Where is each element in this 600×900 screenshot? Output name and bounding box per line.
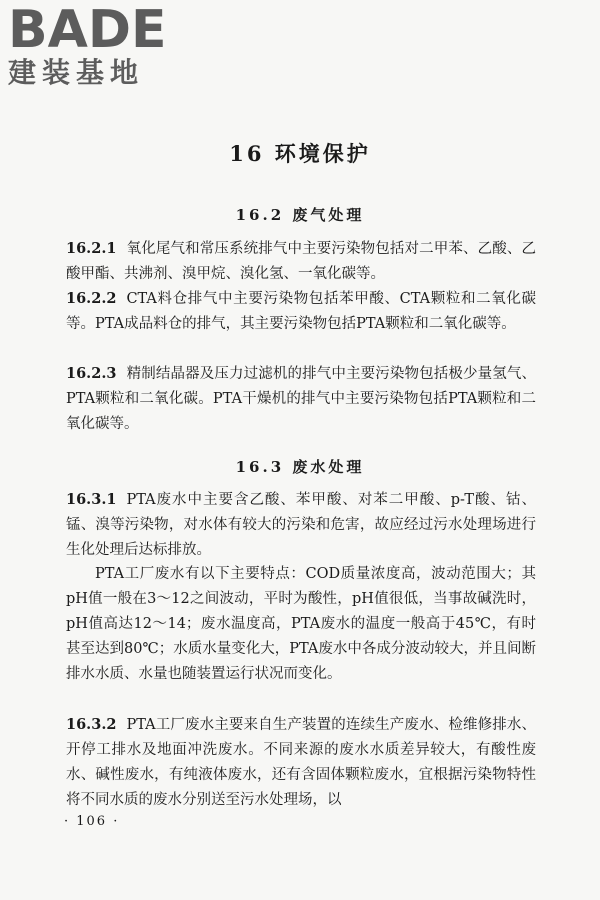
clause-text: 精制结晶器及压力过滤机的排气中主要污染物包括极少量氢气、PTA颗粒和二氧化碳。PTA干燥机的排气中主要污染物包括PTA颗粒和二氧化碳等。 — [66, 366, 536, 432]
paragraph-text: PTA工厂废水有以下主要特点：COD质量浓度高，波动范围大；其pH值一般在3～12之间波动，平时为酸性，pH值很低，当事故碱洗时，pH值高达12～14；废水温度高，PTA废水的温度一般高于45℃，有时甚至达到80℃；水质水量变化大，PTA废水中各成分波动较大，并且间断排水水质、水量也随装置运行状况而变化。 — [66, 566, 536, 682]
clause-number: 16.2.1 — [66, 240, 117, 257]
clause-16-2-2 — [66, 286, 536, 337]
logo-subtitle: 建装基地 — [8, 56, 145, 89]
clause-number: 16.2.3 — [66, 365, 117, 382]
paragraph-wastewater-features — [66, 562, 536, 687]
clause-number: 16.3.1 — [66, 491, 117, 508]
clause-16-3-2 — [66, 712, 536, 813]
section-title-16-3: 16.3 废水处理 — [235, 458, 365, 476]
clause-16-2-3 — [66, 361, 536, 437]
clause-text: CTA料仓排气中主要污染物包括苯甲酸、CTA颗粒和二氧化碳等。PTA成品料仓的排气，其主要污染物包括PTA颗粒和二氧化碳等。 — [66, 291, 536, 332]
bade-logo — [8, 0, 178, 90]
clause-text: PTA废水中主要含乙酸、苯甲酸、对苯二甲酸、p-T酸、钴、锰、溴等污染物，对水体有较大的污染和危害，故应经过污水处理场进行生化处理后达标排放。 — [66, 492, 536, 558]
clause-number: 16.2.2 — [66, 290, 117, 307]
chapter-title: 16 环境保护 — [229, 141, 371, 166]
clause-16-2-1 — [66, 236, 536, 287]
page-number: · 106 · — [64, 814, 120, 829]
clause-text: 氧化尾气和常压系统排气中主要污染物包括对二甲苯、乙酸、乙酸甲酯、共沸剂、溴甲烷、溴化氢、一氧化碳等。 — [66, 241, 536, 282]
section-title-16-2: 16.2 废气处理 — [235, 206, 365, 224]
logo-brand: BADE — [8, 0, 167, 60]
clause-number: 16.3.2 — [66, 716, 117, 733]
clause-16-3-1 — [66, 487, 536, 563]
clause-text: PTA工厂废水主要来自生产装置的连续生产废水、检维修排水、开停工排水及地面冲洗废水。不同来源的废水水质差异较大，有酸性废水、碱性废水，有纯液体废水，还有含固体颗粒废水，宜根据污染物特性将不同水质的废水分别送至污水处理场，以 — [66, 717, 536, 808]
